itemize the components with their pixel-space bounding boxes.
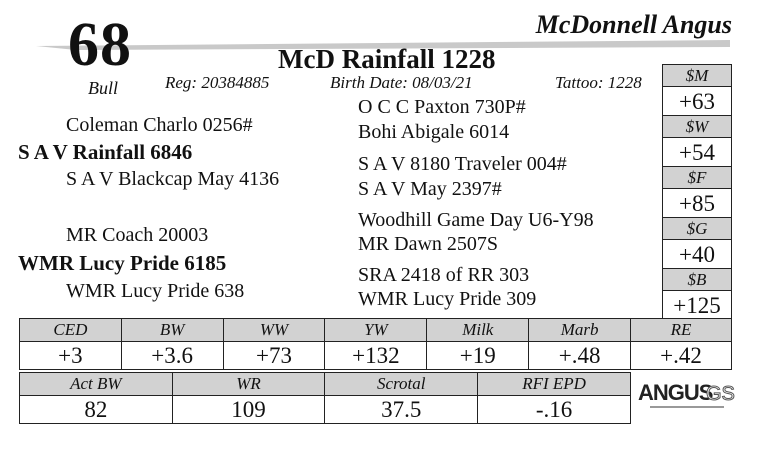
- index-column: [662, 64, 732, 320]
- index-label: $B: [663, 268, 731, 290]
- epd-table-1: [19, 318, 732, 370]
- epd-label: Milk: [427, 319, 529, 342]
- registration-number: Reg: 20384885: [165, 73, 270, 92]
- epd-value: +3: [20, 342, 122, 370]
- sire-sire-dam: Bohi Abigale 6014: [358, 121, 510, 143]
- epd-value: +3.6: [121, 342, 223, 370]
- dam-dam-dam: WMR Lucy Pride 309: [358, 288, 537, 310]
- dam-dam: WMR Lucy Pride 638: [66, 280, 245, 302]
- lot-number: 68: [68, 11, 132, 79]
- dam-sire-dam: MR Dawn 2507S: [358, 233, 499, 255]
- index-label: $W: [663, 115, 731, 137]
- sire-dam-sire: S A V 8180 Traveler 004#: [358, 153, 567, 175]
- index-value: +40: [663, 239, 731, 268]
- dam: WMR Lucy Pride 6185: [18, 251, 227, 275]
- epd-label: Scrotal: [325, 373, 478, 396]
- index-label: $G: [663, 217, 731, 239]
- sire-dam: S A V Blackcap May 4136: [66, 168, 280, 190]
- index-value: +125: [663, 290, 731, 319]
- epd-value: 82: [20, 396, 173, 424]
- index-label: $F: [663, 166, 731, 188]
- sire-sire: Coleman Charlo 0256#: [66, 114, 253, 136]
- angus-logo-mark: [636, 378, 735, 414]
- index-label: $M: [663, 65, 731, 86]
- epd-label: CED: [20, 319, 122, 342]
- breeder-name: McDonnell Angus: [535, 10, 732, 39]
- epd-label: YW: [325, 319, 427, 342]
- index-value: +54: [663, 137, 731, 166]
- epd-label: RFI EPD: [478, 373, 631, 396]
- epd-label: RE: [631, 319, 732, 342]
- index-value: +85: [663, 188, 731, 217]
- epd-table-2: [19, 372, 631, 424]
- sex-label: Bull: [88, 78, 118, 98]
- epd-value: 109: [172, 396, 325, 424]
- epd-label: Marb: [529, 319, 631, 342]
- epd-label: WW: [223, 319, 325, 342]
- epd-value: +19: [427, 342, 529, 370]
- sire-sire-sire: O C C Paxton 730P#: [358, 96, 526, 118]
- dam-sire-sire: Woodhill Game Day U6-Y98: [358, 209, 594, 231]
- birth-date: Birth Date: 08/03/21: [330, 73, 473, 92]
- sire-dam-dam: S A V May 2397#: [358, 178, 502, 200]
- epd-value: +73: [223, 342, 325, 370]
- epd-label: WR: [172, 373, 325, 396]
- epd-value: -.16: [478, 396, 631, 424]
- sire: S A V Rainfall 6846: [18, 140, 193, 164]
- tattoo: Tattoo: 1228: [555, 73, 642, 92]
- dam-sire: MR Coach 20003: [66, 224, 209, 246]
- svg-text:GS: GS: [706, 383, 735, 405]
- epd-value: +132: [325, 342, 427, 370]
- epd-label: BW: [121, 319, 223, 342]
- epd-value: 37.5: [325, 396, 478, 424]
- angus-gs-logo: [636, 378, 735, 414]
- epd-label: Act BW: [20, 373, 173, 396]
- dam-dam-sire: SRA 2418 of RR 303: [358, 264, 530, 286]
- epd-value: +.48: [529, 342, 631, 370]
- epd-value: +.42: [631, 342, 732, 370]
- svg-text:ANGUS: ANGUS: [638, 380, 713, 405]
- animal-name: McD Rainfall 1228: [278, 44, 496, 74]
- index-value: +63: [663, 86, 731, 115]
